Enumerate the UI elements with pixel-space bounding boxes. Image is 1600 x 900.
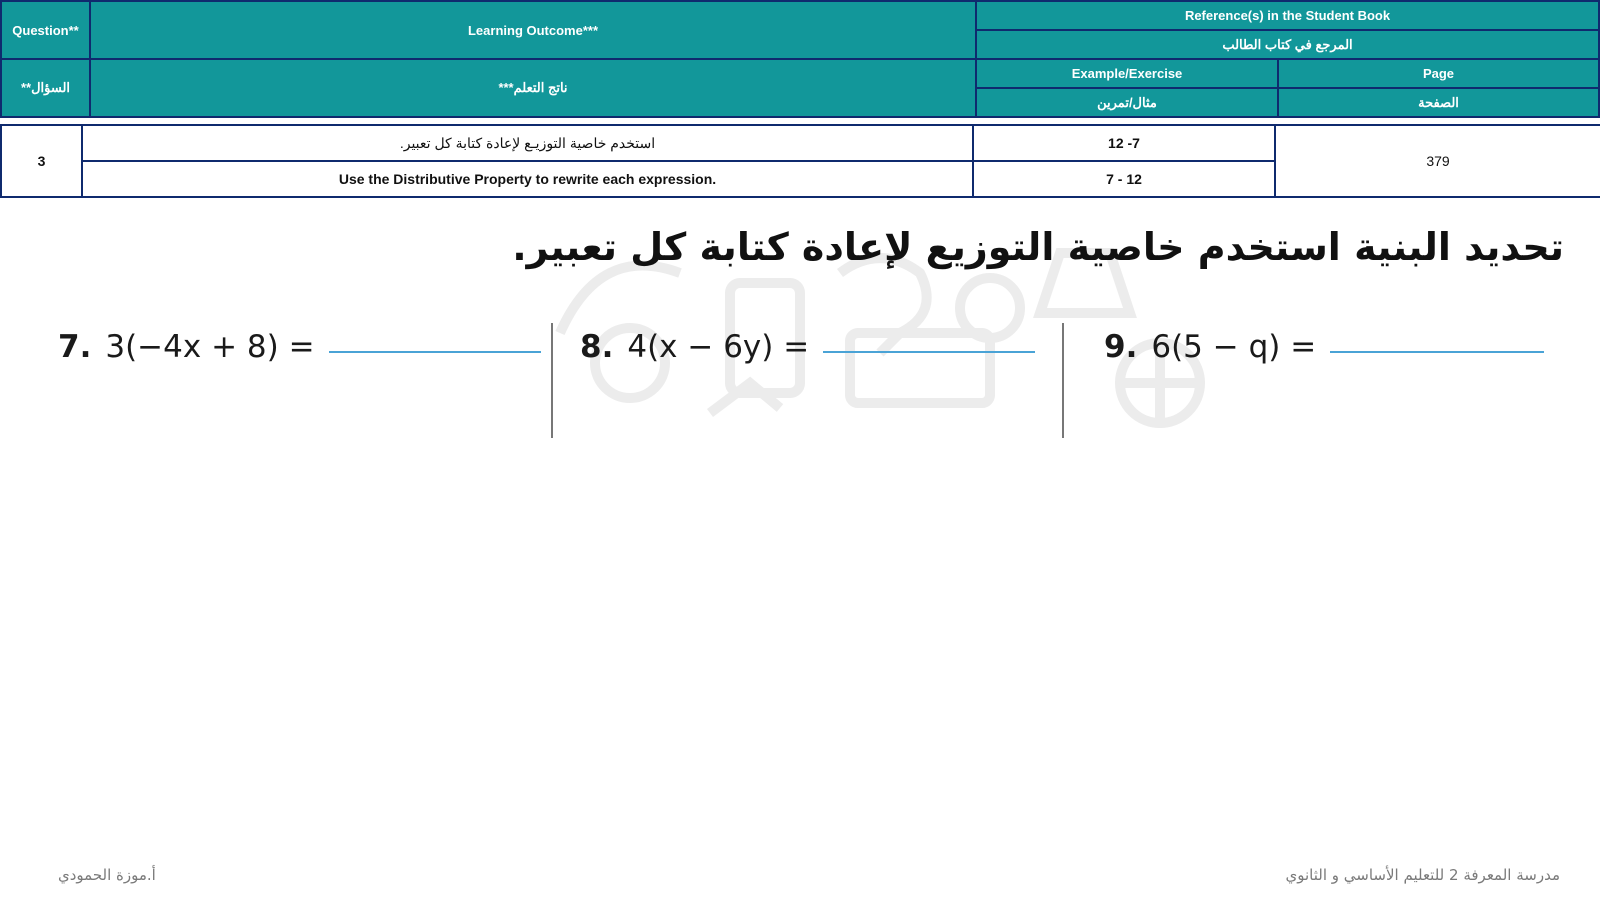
answer-blank-7[interactable] [329, 351, 541, 353]
question-number: 3 [1, 125, 82, 197]
exercise-area [0, 205, 1600, 440]
exercise-range-ar: 12 -7 [973, 125, 1275, 161]
header-learning-outcome-ar: ناتج التعلم*** [90, 59, 976, 117]
data-table [0, 124, 1600, 198]
outcome-en: Use the Distributive Property to rewrite each expression. [82, 161, 973, 197]
header-question-en: Question** [1, 1, 90, 59]
exercise-expression: 3(−4x + 8) = [105, 329, 315, 365]
page-number: 379 [1275, 125, 1600, 197]
header-example-exercise-ar: مثال/تمرين [976, 88, 1278, 117]
instruction-title: تحديد البنية استخدم خاصية التوزيع لإعادة كتابة كل تعبير. [512, 225, 1564, 269]
exercise-7 [58, 329, 541, 369]
header-question-ar: السؤال** [1, 59, 90, 117]
exercise-9 [1104, 329, 1544, 369]
footer-school: مدرسة المعرفة 2 للتعليم الأساسي و الثانوي [1285, 866, 1560, 884]
exercise-number: 9. [1104, 329, 1138, 365]
column-divider [551, 323, 553, 438]
header-learning-outcome-en: Learning Outcome*** [90, 1, 976, 59]
outcome-ar: استخدم خاصية التوزيـع لإعادة كتابة كل تعبير. [82, 125, 973, 161]
footer-teacher: أ.موزة الحمودي [58, 866, 156, 884]
exercise-number: 8. [580, 329, 614, 365]
header-page-ar: الصفحة [1278, 88, 1599, 117]
exercise-8 [580, 329, 1035, 369]
answer-blank-8[interactable] [823, 351, 1035, 353]
header-reference-en: Reference(s) in the Student Book [976, 1, 1599, 30]
table-row [1, 125, 1600, 161]
header-table [0, 0, 1600, 118]
exercise-range-en: 7 - 12 [973, 161, 1275, 197]
column-divider [1062, 323, 1064, 438]
header-example-exercise-en: Example/Exercise [976, 59, 1278, 88]
header-reference-ar: المرجع في كتاب الطالب [976, 30, 1599, 59]
header-page-en: Page [1278, 59, 1599, 88]
exercise-number: 7. [58, 329, 92, 365]
answer-blank-9[interactable] [1330, 351, 1544, 353]
exercise-expression: 6(5 − q) = [1151, 329, 1317, 365]
exercise-expression: 4(x − 6y) = [627, 329, 810, 365]
